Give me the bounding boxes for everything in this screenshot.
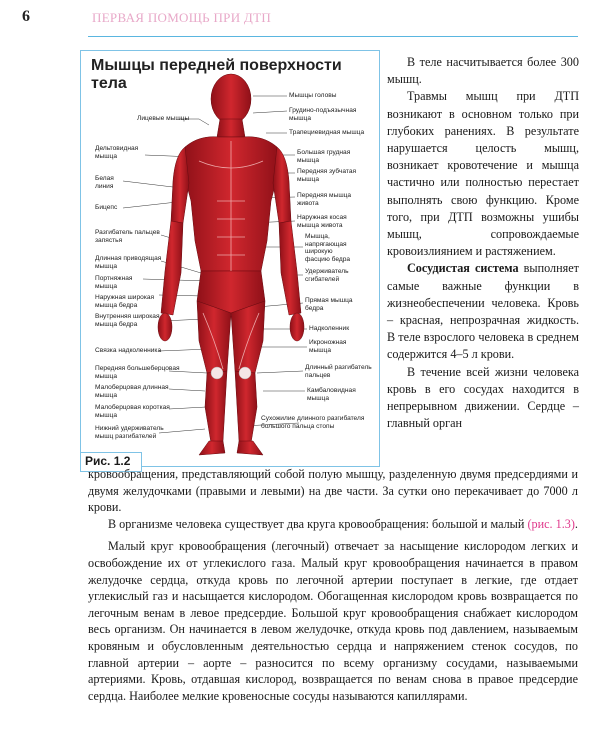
figure-title: Мышцы передней поверхности тела [91, 57, 342, 92]
label-biceps: Бицепс [95, 204, 118, 211]
label-external-oblique: Наружная косая мышца живота [297, 214, 347, 229]
label-wrist-extensor: Разгибатель пальцев запястья [95, 229, 160, 244]
label-facial-muscles: Лицевые мышцы [137, 115, 190, 122]
label-pectoralis-major: Большая грудная мышца [297, 149, 351, 164]
paragraph: В теле насчитывается более 300 мышц. [387, 55, 579, 87]
paragraph: Малый круг кровообращения (легочный) отвечает за насыщение кислородом легких и освобождение их от углекислого газа. Малый круг кровообращения начинается в правом желудочке сердца, откуда кровь по легочной артерии поступает в легкие, где отдает углекислый газ и насыщается кислородом. Обогащенная кислородом кровь возвращается по легочным венам в левое предсердие. Большой круг кровообращения снабжает кислородом весь организм. Он начинается в левом желудочке, откуда кровь под давлением, называемым кровяным и обусловленным деятельностью сердца и напряжением стенок сосудов, по главной артерии – аорте – разносится по всему организму сосудами, называемыми артериями. Кровь, отдавшая кислород, возвращается по венам снова в правое предсердие сердца. Наиболее мелкие кровеносные сосуды называются капиллярами. [88, 539, 578, 703]
page-number: 6 [22, 8, 30, 25]
figure-reference-link[interactable]: (рис. 1.3) [527, 516, 575, 531]
header-rule [88, 36, 578, 37]
label-sternohyoid: Грудино-подъязычная мышца [289, 107, 357, 122]
running-title: ПЕРВАЯ ПОМОЩЬ ПРИ ДТП [92, 10, 272, 25]
label-tensor-fasciae-latae: Мышца, напрягающая широкую фасцию бедра [305, 233, 351, 263]
body-text [88, 466, 578, 704]
paragraph-text: выполняет самые важные функции в жизнеобеспечении человека. Кровь – красная, непрозрачная жидкость. В теле взрослого человека в среднем содержится 4–5 л крови. [387, 261, 579, 362]
label-linea-alba: Белая линия [95, 175, 114, 190]
label-peroneus-longus: Малоберцовая длинная мышца [95, 384, 169, 399]
label-gastrocnemius: Икроножная мышца [309, 339, 347, 354]
section-heading: Сосудистая система [407, 261, 519, 276]
paragraph [387, 260, 579, 363]
paragraph: кровообращения, представляющий собой полую мышцу, разделенную двумя предсердиями и двумя желудочками (правыми и левыми) на две части. За сутки оно перекачивает до 7000 л крови. [88, 467, 578, 515]
side-text-column [387, 54, 579, 432]
label-deltoid: Дельтовидная мышца [95, 145, 139, 160]
label-sartorius: Портняжная мышца [95, 275, 133, 290]
label-patellar-ligament: Связка надколенника [95, 347, 162, 354]
paragraph-text: В организме человека существует два круга кровообращения: большой и малый [108, 516, 528, 531]
label-vastus-medialis: Внутренняя широкая мышца бедра [95, 313, 160, 328]
label-rectus-femoris: Прямая мышца бедра [305, 297, 353, 312]
label-extensor-digitorum-longus: Длинный разгибатель пальцев [305, 364, 372, 379]
paragraph: Травмы мышц при ДТП возникают в основном только при глубоких ранениях. В результате нарушается целость мышц, возникает кровотечение и мышца частично или полностью перестает выполнять свою функцию. Кроме того, при ДТП возможны ушибы мышц, сопровождаемые кровоизлиянием и растяжением. [387, 89, 579, 259]
label-extensor-retinaculum: Нижний удерживатель мышц разгибателей [95, 425, 164, 440]
paragraph: В течение всей жизни человека кровь в его сосудах находится в непрерывном движении. Сердце – главный орган [387, 364, 579, 431]
label-extensor-hallucis-tendon: Сухожилие длинного разгибателя большого пальца стопы [261, 415, 365, 430]
label-peroneus-brevis: Малоберцовая короткая мышца [95, 404, 170, 419]
label-head-muscles: Мышцы головы [289, 92, 337, 99]
label-flexor-retinaculum: Удерживатель сгибателей [305, 268, 349, 283]
label-soleus: Камбаловидная мышца [307, 387, 356, 402]
label-serratus-anterior: Передняя зубчатая мышца [297, 168, 357, 183]
label-trapezius: Трапециевидная мышца [289, 129, 365, 136]
label-tibialis-anterior: Передняя большеберцовая мышца [95, 365, 180, 380]
label-vastus-lateralis: Наружная широкая мышца бедра [95, 294, 155, 309]
figure-caption: Рис. 1.2 [85, 454, 131, 468]
label-adductor-longus: Длинная приводящая мышца [95, 255, 162, 270]
label-patella: Надколенник [309, 325, 350, 332]
figure-muscles [80, 50, 380, 467]
label-rectus-abdominis: Передняя мышца живота [297, 192, 352, 207]
paragraph-text: . [574, 516, 578, 531]
paragraph [88, 516, 578, 533]
